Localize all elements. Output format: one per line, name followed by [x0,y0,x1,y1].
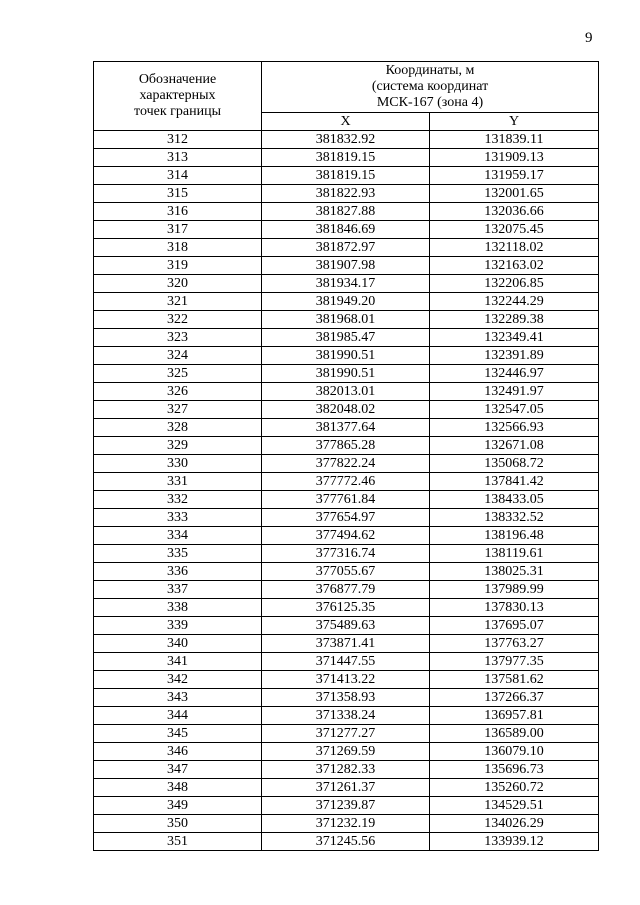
x-coordinate-cell: 377316.74 [262,545,430,563]
table-row [94,545,599,563]
x-coordinate-cell: 381377.64 [262,419,430,437]
point-number-cell: 327 [94,401,262,419]
y-coordinate-cell: 132491.97 [430,383,599,401]
y-coordinate-cell: 134026.29 [430,815,599,833]
x-coordinate-cell: 376125.35 [262,599,430,617]
y-coordinate-cell: 132036.66 [430,203,599,221]
point-number-cell: 318 [94,239,262,257]
x-coordinate-cell: 377654.97 [262,509,430,527]
x-coordinate-cell: 371239.87 [262,797,430,815]
point-number-cell: 336 [94,563,262,581]
coordinates-table [93,61,599,851]
y-coordinate-cell: 136957.81 [430,707,599,725]
y-coordinate-cell: 132671.08 [430,437,599,455]
header-line: Координаты, м [385,63,475,78]
x-coordinate-cell: 371245.56 [262,833,430,851]
point-number-cell: 315 [94,185,262,203]
y-coordinate-cell: 137763.27 [430,635,599,653]
point-number-cell: 343 [94,689,262,707]
point-number-cell: 338 [94,599,262,617]
point-number-cell: 323 [94,329,262,347]
point-number-cell: 316 [94,203,262,221]
point-number-cell: 331 [94,473,262,491]
y-coordinate-cell: 132289.38 [430,311,599,329]
y-coordinate-cell: 135260.72 [430,779,599,797]
y-coordinate-cell: 137989.99 [430,581,599,599]
table-row [94,815,599,833]
y-column-header: Y [430,113,599,131]
table-row [94,473,599,491]
x-coordinate-cell: 381822.93 [262,185,430,203]
y-coordinate-cell: 136079.10 [430,743,599,761]
point-number-cell: 350 [94,815,262,833]
x-coordinate-cell: 381934.17 [262,275,430,293]
point-number-cell: 328 [94,419,262,437]
table-row [94,491,599,509]
x-coordinate-cell: 375489.63 [262,617,430,635]
y-coordinate-cell: 137581.62 [430,671,599,689]
point-number-cell: 324 [94,347,262,365]
y-coordinate-cell: 132566.93 [430,419,599,437]
x-coordinate-cell: 371269.59 [262,743,430,761]
x-coordinate-cell: 371338.24 [262,707,430,725]
y-coordinate-cell: 134529.51 [430,797,599,815]
table-row [94,833,599,851]
point-number-cell: 334 [94,527,262,545]
y-coordinate-cell: 132446.97 [430,365,599,383]
table-row [94,311,599,329]
point-number-cell: 329 [94,437,262,455]
table-row [94,419,599,437]
x-coordinate-cell: 381832.92 [262,131,430,149]
header-line: точек границы [134,104,221,119]
table-row [94,527,599,545]
table-row [94,221,599,239]
y-coordinate-cell: 132244.29 [430,293,599,311]
table-row [94,239,599,257]
table-row [94,617,599,635]
table-row [94,725,599,743]
y-coordinate-cell: 132349.41 [430,329,599,347]
table-row [94,509,599,527]
table-row [94,797,599,815]
y-coordinate-cell: 138332.52 [430,509,599,527]
y-coordinate-cell: 138119.61 [430,545,599,563]
table-row [94,401,599,419]
y-coordinate-cell: 137830.13 [430,599,599,617]
table-row [94,185,599,203]
x-coordinate-cell: 381968.01 [262,311,430,329]
header-line: Обозначение [138,72,217,87]
point-number-cell: 335 [94,545,262,563]
table-row [94,779,599,797]
table-row [94,743,599,761]
point-number-cell: 351 [94,833,262,851]
y-coordinate-cell: 138025.31 [430,563,599,581]
point-number-cell: 332 [94,491,262,509]
y-coordinate-cell: 132118.02 [430,239,599,257]
y-coordinate-cell: 137977.35 [430,653,599,671]
y-coordinate-cell: 132547.05 [430,401,599,419]
point-number-cell: 341 [94,653,262,671]
point-number-cell: 348 [94,779,262,797]
table-row [94,563,599,581]
header-line: МСК-167 (зона 4) [376,95,484,110]
header-line: (система координат [371,79,489,94]
x-coordinate-cell: 382048.02 [262,401,430,419]
x-column-header: X [262,113,430,131]
point-number-cell: 320 [94,275,262,293]
table-row [94,653,599,671]
table-body [94,131,599,851]
table-row [94,293,599,311]
y-coordinate-cell: 137695.07 [430,617,599,635]
x-coordinate-cell: 377494.62 [262,527,430,545]
table-row [94,599,599,617]
table-row [94,437,599,455]
y-coordinate-cell: 135696.73 [430,761,599,779]
table-row [94,275,599,293]
coordinates-header [262,62,599,113]
table-row [94,347,599,365]
point-number-cell: 342 [94,671,262,689]
x-coordinate-cell: 371277.27 [262,725,430,743]
y-coordinate-cell: 132206.85 [430,275,599,293]
point-number-cell: 347 [94,761,262,779]
table-row [94,365,599,383]
point-number-cell: 330 [94,455,262,473]
table-row [94,203,599,221]
page-number: 9 [585,30,593,46]
table-row [94,149,599,167]
x-coordinate-cell: 381819.15 [262,167,430,185]
point-number-cell: 312 [94,131,262,149]
x-coordinate-cell: 381985.47 [262,329,430,347]
table-row [94,581,599,599]
x-coordinate-cell: 371413.22 [262,671,430,689]
x-coordinate-cell: 371447.55 [262,653,430,671]
y-coordinate-cell: 132391.89 [430,347,599,365]
header-line: характерных [139,88,216,103]
x-coordinate-cell: 381846.69 [262,221,430,239]
x-coordinate-cell: 377055.67 [262,563,430,581]
x-coordinate-cell: 381949.20 [262,293,430,311]
point-number-cell: 344 [94,707,262,725]
y-coordinate-cell: 132075.45 [430,221,599,239]
table-row [94,455,599,473]
point-number-cell: 317 [94,221,262,239]
point-number-cell: 346 [94,743,262,761]
x-coordinate-cell: 381827.88 [262,203,430,221]
y-coordinate-cell: 131909.13 [430,149,599,167]
x-coordinate-cell: 381990.51 [262,347,430,365]
point-number-cell: 322 [94,311,262,329]
x-coordinate-cell: 381990.51 [262,365,430,383]
point-number-cell: 337 [94,581,262,599]
table-row [94,707,599,725]
x-coordinate-cell: 371358.93 [262,689,430,707]
point-number-cell: 326 [94,383,262,401]
x-coordinate-cell: 381872.97 [262,239,430,257]
y-coordinate-cell: 138196.48 [430,527,599,545]
point-number-cell: 313 [94,149,262,167]
point-number-cell: 349 [94,797,262,815]
x-coordinate-cell: 381819.15 [262,149,430,167]
point-number-cell: 345 [94,725,262,743]
y-coordinate-cell: 133939.12 [430,833,599,851]
x-coordinate-cell: 373871.41 [262,635,430,653]
y-coordinate-cell: 137841.42 [430,473,599,491]
table-row [94,689,599,707]
y-coordinate-cell: 137266.37 [430,689,599,707]
table-row [94,671,599,689]
point-number-cell: 325 [94,365,262,383]
x-coordinate-cell: 377865.28 [262,437,430,455]
point-number-cell: 333 [94,509,262,527]
table-row [94,167,599,185]
table-row [94,635,599,653]
point-number-cell: 314 [94,167,262,185]
x-coordinate-cell: 371282.33 [262,761,430,779]
x-coordinate-cell: 377822.24 [262,455,430,473]
y-coordinate-cell: 131839.11 [430,131,599,149]
y-coordinate-cell: 136589.00 [430,725,599,743]
table-row [94,383,599,401]
table-row [94,329,599,347]
y-coordinate-cell: 138433.05 [430,491,599,509]
point-number-cell: 339 [94,617,262,635]
y-coordinate-cell: 135068.72 [430,455,599,473]
point-number-cell: 321 [94,293,262,311]
x-coordinate-cell: 376877.79 [262,581,430,599]
x-coordinate-cell: 371261.37 [262,779,430,797]
x-coordinate-cell: 377772.46 [262,473,430,491]
point-number-cell: 340 [94,635,262,653]
y-coordinate-cell: 131959.17 [430,167,599,185]
table-row [94,131,599,149]
point-designation-header [94,62,262,131]
x-coordinate-cell: 377761.84 [262,491,430,509]
point-number-cell: 319 [94,257,262,275]
table-row [94,761,599,779]
x-coordinate-cell: 371232.19 [262,815,430,833]
x-coordinate-cell: 382013.01 [262,383,430,401]
y-coordinate-cell: 132001.65 [430,185,599,203]
x-coordinate-cell: 381907.98 [262,257,430,275]
y-coordinate-cell: 132163.02 [430,257,599,275]
table-row [94,257,599,275]
